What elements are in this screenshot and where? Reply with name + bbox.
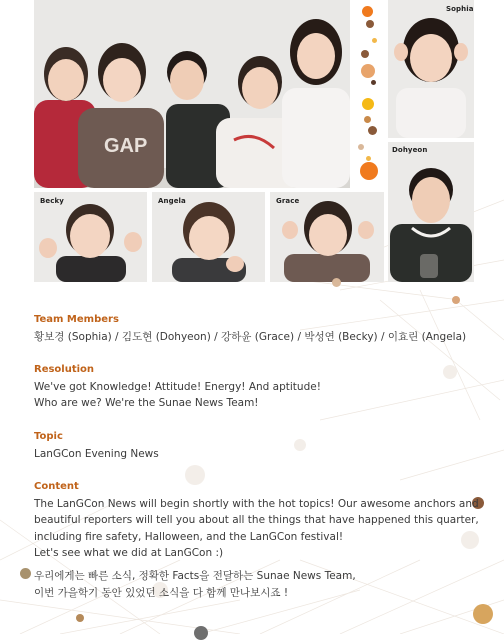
- accent-dot: [473, 604, 493, 624]
- becky-name-tag: Becky: [40, 197, 64, 205]
- grace-name-tag: Grace: [276, 197, 300, 205]
- topic-heading: Topic: [34, 431, 63, 442]
- dohyeon-photo: [388, 142, 474, 282]
- svg-text:GAP: GAP: [104, 135, 148, 157]
- team-members-heading: Team Members: [34, 314, 119, 325]
- dohyeon-name-tag: Dohyeon: [392, 146, 428, 154]
- angela-photo: [152, 192, 265, 282]
- team-members-section: [34, 312, 466, 345]
- content-line: Let's see what we did at LanGCon :): [34, 547, 224, 560]
- content-line: including fire safety, Halloween, and the LanGCon festival!: [34, 530, 344, 543]
- content-line: The LanGCon News will begin shortly with the hot topics! Our awesome anchors and: [34, 497, 479, 510]
- becky-photo: [34, 192, 147, 282]
- resolution-line: Who are we? We're the Sunae News Team!: [34, 397, 259, 410]
- accent-dot: [332, 278, 341, 287]
- accent-dot: [20, 568, 31, 579]
- closing-line: 이번 가을학기 동안 있었던 소식을 다 함께 만나보시죠 !: [34, 586, 289, 599]
- resolution-line: We've got Knowledge! Attitude! Energy! And aptitude!: [34, 380, 321, 393]
- accent-dot: [452, 296, 460, 304]
- decorative-dots: [350, 0, 388, 190]
- accent-dot: [76, 614, 84, 622]
- topic-section: [34, 429, 159, 462]
- team-members-line: 황보경 (Sophia) / 김도현 (Dohyeon) / 강하윤 (Grace) / 박성연 (Becky) / 이효린 (Angela): [34, 330, 467, 343]
- grace-photo: [270, 192, 384, 282]
- closing-section: [34, 568, 356, 601]
- group-photo: [34, 0, 350, 188]
- resolution-section: [34, 362, 321, 412]
- content-section: [34, 479, 479, 562]
- topic-line: LanGCon Evening News: [34, 447, 159, 460]
- content-line: beautiful reporters will tell you about all the things that have happened this quarter,: [34, 514, 479, 527]
- closing-line: 우리에게는 빠른 소식, 정확한 Facts을 전달하는 Sunae News Team,: [34, 570, 356, 582]
- resolution-heading: Resolution: [34, 364, 95, 375]
- content-heading: Content: [34, 481, 79, 492]
- sophia-name-tag: Sophia: [446, 5, 474, 13]
- accent-dot: [194, 626, 208, 640]
- angela-name-tag: Angela: [158, 197, 186, 205]
- sophia-photo: [388, 0, 474, 138]
